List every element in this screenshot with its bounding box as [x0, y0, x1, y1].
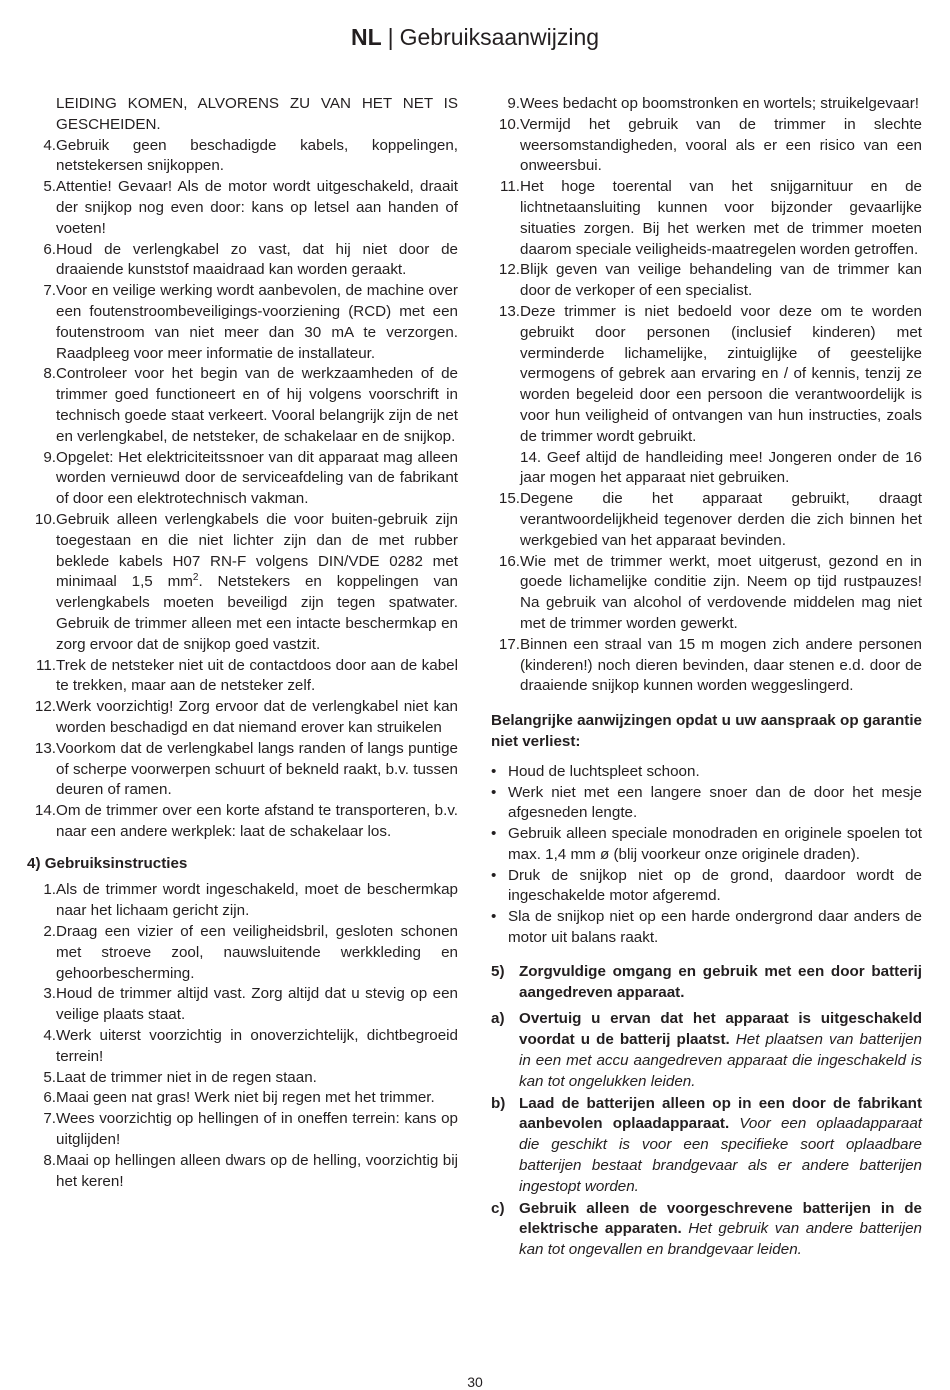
safety-item-text: Gebruik alleen verlengkabels die voor buiten-gebruik zijn toegestaan en die niet lichter zijn dan de met rubber beklede kabels H07 RN-F volgens DIN/VDE 0282 met minimaal 1,5 $mm^2$. Netstekers en koppelingen van verlengkabels moeten beveiligd zijn tegen spatwater. Gebruik de trimmer alleen met een intacte beschermkap en zorg ervoor dat de snijkop goed vastzit. — [56, 510, 458, 653]
usage-item — [491, 115, 922, 177]
safety-item-number-text: 14. — [34, 802, 56, 820]
safety-item-number-text: 11. — [36, 656, 56, 674]
left-column — [27, 94, 458, 1192]
bullet-mark: • — [491, 908, 497, 926]
safety-item-number — [27, 739, 56, 760]
safety-item-text: Attentie! Gevaar! Als de motor wordt uitgeschakeld, draait der snijkop nog even door: kans op letsel aan handen of voeten! — [56, 178, 458, 237]
warranty-bullet — [491, 866, 922, 908]
battery-item-instruction: Laad de batterijen alleen op in een door de fabrikant aanbevolen oplaadapparaat. — [519, 1094, 922, 1133]
usage-item-text: Binnen een straal van 15 m mogen zich andere personen (kinderen!) noch dieren bevinden, daar stenen e.d. door de draaiende snijkop kunnen worden weggeslingerd. — [520, 635, 922, 695]
usage-list — [27, 880, 458, 1192]
usage-item-number — [491, 489, 520, 510]
warranty-bullet — [491, 824, 922, 866]
safety-item-number-text: 9. — [43, 448, 56, 466]
usage-item-text: Draag een vizier of een veiligheidsbril, gesloten schonen met stroeve zool, nauwsluitende werkkleding en gehoorbescherming. — [56, 923, 458, 982]
battery-item-letter: b) — [491, 1094, 506, 1112]
battery-item-text — [519, 1009, 922, 1092]
usage-item-number-text: 7. — [43, 1110, 56, 1128]
page-number: 30 — [467, 1374, 483, 1390]
usage-item-text: Het hoge toerental van het snijgarnituur en de lichtnetaansluiting kunnen voor bijzonder gevaarlijke situaties zorgen. Bij het werken met de trimmer moeten daarom speciale veiligheids-maatregelen worden getroffen. — [520, 178, 922, 258]
usage-item-text: Wie met de trimmer werkt, moet uitgerust, gezond en in goede lichamelijke conditie zijn. Neem op tijd rustpauzes! Na gebruik van alcohol of verdovende middelen mag niet met de trimmer worden gewerkt. — [520, 552, 922, 632]
safety-item-number-text: 12. — [34, 698, 56, 716]
usage-item-number-text: 5. — [43, 1068, 56, 1086]
safety-list — [27, 136, 458, 843]
usage-item-text: Laat de trimmer niet in de regen staan. — [56, 1068, 317, 1086]
safety-item-text: Om de trimmer over een korte afstand te transporteren, b.v. naar een andere werkplek: laat de schakelaar los. — [56, 802, 458, 840]
warranty-bullet-text: Werk niet met een langere snoer dan de door het mesje afgesneden lengte. — [508, 783, 922, 822]
safety-item — [27, 801, 458, 843]
safety-item-text: Voor en veilige werking wordt aanbevolen, de machine over een foutenstroombeveiligings-voorziening (RCD) met een foutenstroom van niet meer dan 30 mA te verzorgen. Raadpleeg voor meer informatie de installateur. — [56, 282, 458, 362]
usage-item-text: Wees voorzichtig op hellingen of in oneffen terrein: kans op uitglijden! — [56, 1110, 458, 1149]
warranty-bullet-text: Druk de snijkop niet op de grond, daardoor wordt de ingeschakelde motor afgeremd. — [508, 866, 922, 905]
usage-item-number — [491, 260, 520, 281]
section-5-heading — [491, 962, 922, 1004]
usage-item-text: Deze trimmer is niet bedoeld voor deze om te worden gebruikt door personen (inclusief kinderen) met verminderde lichamelijke, zintuiglijke of geestelijke vermogens of gebrek aan ervaring en / of kennis, tenzij ze worden begeleid door een persoon die verantwoordelijk is voor hun veiligheid of ontvangen van hun instructies, zoals de trimmer wordt gebruikt. — [520, 302, 922, 445]
usage-item — [491, 635, 922, 697]
usage-item-text: Wees bedacht op boomstronken en wortels; struikelgevaar! — [520, 95, 920, 112]
usage-item — [491, 302, 922, 448]
usage-item-number — [27, 880, 56, 901]
usage-item-text: Maai op hellingen alleen dwars op de helling, voorzichtig bij het keren! — [56, 1151, 458, 1190]
safety-item-text: Werk voorzichtig! Zorg ervoor dat de verlengkabel niet kan worden beschadigd en dat niemand erover kan struikelen — [56, 698, 458, 736]
warranty-bullet — [491, 762, 922, 783]
battery-item-letter: a) — [491, 1010, 505, 1028]
usage-item-number-text: 16. — [498, 552, 520, 570]
usage-item-number — [27, 1088, 56, 1109]
bullet-mark: • — [491, 762, 497, 780]
usage-item-number-text: 6. — [43, 1089, 56, 1107]
usage-item — [491, 552, 922, 635]
usage-item — [491, 489, 922, 551]
superscript: 2 — [192, 572, 199, 584]
warranty-bullet-list — [491, 762, 922, 949]
usage-item-number — [491, 115, 520, 136]
warranty-heading: Belangrijke aanwijzingen opdat u uw aanspraak op garantie niet verliest: — [491, 712, 922, 750]
usage-item-text: 14. Geef altijd de handleiding mee! Jongeren onder de 16 jaar mogen het apparaat niet gebruiken. — [520, 448, 922, 487]
usage-item-number — [27, 922, 56, 943]
usage-item-number-text: 8. — [43, 1151, 56, 1169]
battery-item — [491, 1199, 922, 1261]
usage-item-number-text: 4. — [43, 1027, 56, 1045]
battery-item — [491, 1009, 922, 1092]
safety-item — [27, 697, 458, 739]
usage-item-number — [491, 635, 520, 656]
right-column — [491, 94, 922, 1262]
safety-item-number-text: 8. — [43, 365, 56, 383]
warranty-bullet — [491, 907, 922, 949]
usage-item-number-text: 15. — [498, 490, 520, 508]
usage-item-number-text: 1. — [43, 881, 56, 899]
safety-item-number — [27, 136, 56, 157]
usage-item-number — [27, 1026, 56, 1047]
safety-item-number — [27, 364, 56, 385]
usage-item-number — [491, 552, 520, 573]
safety-item-number-text: 4. — [43, 136, 56, 154]
usage-item-text: Maai geen nat gras! Werk niet bij regen met het trimmer. — [56, 1089, 435, 1107]
usage-item — [27, 1088, 458, 1109]
safety-item — [27, 656, 458, 698]
usage-item-text: Werk uiterst voorzichtig in onoverzichtelijk, dichtbegroeid terrein! — [56, 1027, 458, 1065]
warranty-bullet — [491, 783, 922, 825]
usage-item-number — [491, 94, 520, 115]
usage-item — [27, 880, 458, 922]
page-title: Gebruiksaanwijzing — [399, 24, 600, 50]
usage-item-number — [491, 448, 520, 469]
safety-item — [27, 177, 458, 239]
usage-item-text: Houd de trimmer altijd vast. Zorg altijd dat u stevig op een veilige plaats staat. — [56, 985, 458, 1024]
page-header — [0, 22, 950, 52]
safety-item-number-text: 5. — [43, 178, 56, 196]
usage-item-number-text: 3. — [43, 985, 56, 1003]
battery-item-explanation: Het gebruik van andere batterijen kan tot ongevallen en brandgevaar leiden. — [519, 1220, 922, 1259]
safety-item-number — [27, 697, 56, 718]
usage-item — [27, 1109, 458, 1151]
section-5-number: 5) — [491, 962, 505, 980]
usage-item — [491, 260, 922, 302]
usage-item-number — [27, 1068, 56, 1089]
battery-item — [491, 1094, 922, 1198]
safety-item-text: Controleer voor het begin van de werkzaamheden of de trimmer goed functioneert en of hij volgens voorschrift in technisch goede staat verkeert. Vooral belangrijk zijn de net en verlengkabel, de netsteker, de schakelaar en de snijkop. — [56, 365, 458, 445]
safety-item-text: Houd de verlengkabel zo vast, dat hij niet door de draaiende kunststof maaidraad kan worden geraakt. — [56, 240, 458, 279]
battery-item-instruction: Overtuig u ervan dat het apparaat is uitgeschakeld voordat u de batterij plaatst. — [519, 1010, 922, 1049]
usage-item-number-text: 13. — [498, 302, 520, 320]
usage-item — [27, 1151, 458, 1193]
usage-item-number — [491, 302, 520, 323]
safety-item-number — [27, 510, 56, 531]
usage-item-text: Vermijd het gebruik van de trimmer in slechte weersomstandigheden, vooral als er een risico van een onweersbui. — [520, 115, 922, 175]
usage-item-number — [491, 177, 520, 198]
battery-item-explanation: Het plaatsen van batterijen in een met accu aangedreven apparaat die ingeschakeld is kan tot ongelukken leiden. — [519, 1031, 922, 1090]
safety-item — [27, 240, 458, 282]
safety-item-text: Gebruik geen beschadigde kabels, koppelingen, netstekersen snijkoppen. — [56, 136, 458, 175]
usage-item — [491, 177, 922, 260]
usage-item — [491, 94, 922, 115]
bullet-mark: • — [491, 825, 497, 843]
warranty-bullet-text: Sla de snijkop niet op een harde ondergrond daar anders de motor uit balans raakt. — [508, 908, 922, 947]
safety-item-number — [27, 240, 56, 261]
battery-item-letter: c) — [491, 1199, 505, 1217]
battery-list — [491, 1009, 922, 1261]
safety-item — [27, 281, 458, 364]
usage-item — [491, 448, 922, 490]
usage-item-number — [27, 1109, 56, 1130]
usage-list-continued — [491, 94, 922, 697]
usage-item-text: Als de trimmer wordt ingeschakeld, moet de beschermkap naar het lichaam gericht zijn. — [56, 881, 458, 920]
usage-item-number-text: 2. — [43, 923, 56, 941]
usage-item-number — [27, 1151, 56, 1172]
usage-item-number — [27, 984, 56, 1005]
safety-item-number-text: 13. — [34, 739, 56, 757]
usage-item-number-text: 11. — [500, 178, 520, 196]
safety-item-number-text: 7. — [43, 282, 56, 300]
usage-item — [27, 984, 458, 1026]
intro-continuation: LEIDING KOMEN, ALVORENS ZU VAN HET NET IS GESCHEIDEN. — [56, 95, 458, 133]
usage-item — [27, 922, 458, 984]
usage-item-number-text: 12. — [498, 261, 520, 279]
usage-item-number-text: 9. — [507, 95, 520, 112]
battery-item-instruction: Gebruik alleen de voorgeschrevene batterijen in de elektrische apparaten. — [519, 1199, 922, 1238]
safety-item — [27, 448, 458, 510]
header-separator: | — [387, 24, 394, 50]
safety-item-number-text: 6. — [43, 240, 56, 258]
safety-item-text: Voorkom dat de verlengkabel langs randen of langs puntige of scherpe voorwerpen schuurt of bekneld raakt, b.v. tussen deuren of ramen. — [56, 739, 458, 799]
safety-item — [27, 510, 458, 656]
battery-item-text — [519, 1094, 922, 1198]
battery-item-text — [519, 1199, 922, 1261]
usage-item — [27, 1068, 458, 1089]
section-5-title: Zorgvuldige omgang en gebruik met een door batterij aangedreven apparaat. — [519, 962, 922, 1001]
usage-item-text: Blijk geven van veilige behandeling van de trimmer kan door de verkoper of een specialist. — [520, 261, 922, 300]
bullet-mark: • — [491, 866, 497, 884]
language-code: NL — [350, 24, 382, 50]
usage-item-text: Degene die het apparaat gebruikt, draagt verantwoordelijkheid tegenover derden die zich binnen het werkgebied van het apparaat bevinden. — [520, 490, 922, 549]
safety-item-number — [27, 656, 56, 677]
safety-item-number — [27, 801, 56, 822]
safety-item — [27, 364, 458, 447]
usage-item — [27, 1026, 458, 1068]
safety-item — [27, 739, 458, 801]
safety-item-number — [27, 281, 56, 302]
safety-item — [27, 136, 458, 178]
safety-item-text: Opgelet: Het elektriciteitssnoer van dit apparaat mag alleen worden vernieuwd door de serviceafdeling van de fabrikant of door een elektrotechnisch vakman. — [56, 448, 458, 508]
warranty-bullet-text: Houd de luchtspleet schoon. — [508, 762, 700, 780]
safety-item-number-text: 10. — [34, 510, 56, 528]
usage-heading: 4) Gebruiksinstructies — [27, 854, 188, 872]
safety-item-number — [27, 448, 56, 469]
usage-item-number-text: 10. — [498, 115, 520, 133]
bullet-mark: • — [491, 783, 497, 801]
warranty-bullet-text: Gebruik alleen speciale monodraden en originele spoelen tot max. 1,4 mm ø (blij voorkeur onze originele draden). — [508, 825, 922, 863]
safety-item-text: Trek de netsteker niet uit de contactdoos door aan de kabel te trekken, maar aan de netsteker zelf. — [56, 656, 458, 695]
safety-item-number — [27, 177, 56, 198]
usage-item-number-text: 17. — [498, 635, 520, 653]
battery-item-explanation: Voor een oplaadapparaat die geschikt is voor een specifieke soort oplaadbare batterijen bestaat brandgevaar als er andere batterijen ingestopt worden. — [519, 1115, 922, 1195]
